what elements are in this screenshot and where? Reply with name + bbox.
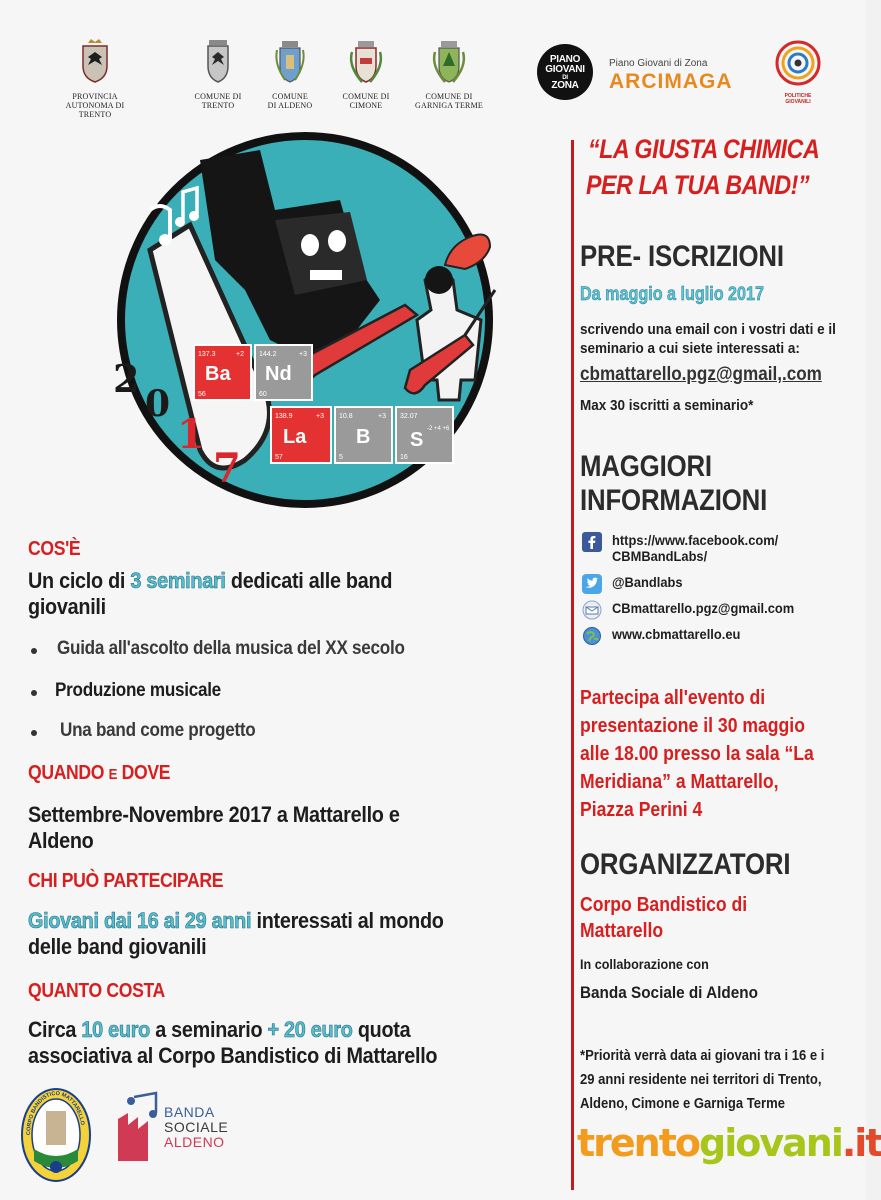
info-line1: MAGGIORI	[580, 450, 712, 483]
slogan-line2: PER LA TUA BAND!”	[586, 170, 810, 200]
quando-part: QUANDO	[28, 762, 109, 784]
event-line: Meridiana” a Mattarello,	[580, 771, 779, 793]
tile-symbol: S	[410, 429, 424, 451]
event-announcement	[580, 684, 814, 824]
tile-symbol: La	[283, 426, 307, 448]
piano-giovani-zona-logo	[537, 44, 593, 100]
element-tile-nd	[255, 345, 312, 400]
trentogiovani-logo	[577, 1121, 881, 1165]
costo-line2: associativa al Corpo Bandistico di Mattarello	[28, 1043, 438, 1068]
event-line: Partecipa all'evento di	[580, 687, 766, 709]
tile-symbol: B	[356, 426, 371, 448]
write-instructions	[580, 320, 836, 358]
bullet-dot	[31, 730, 37, 736]
globe-icon	[582, 626, 602, 646]
year-digit: 1	[177, 411, 205, 458]
collab-partner: Banda Sociale di Aldeno	[580, 983, 758, 1002]
corpo-bandistico-logo	[20, 1087, 92, 1183]
note-line: *Priorità verrà data ai giovani tra i 16 e i	[580, 1048, 825, 1064]
banda-emblem-icon	[112, 1093, 164, 1163]
facebook-url-line1[interactable]: https://www.facebook.com/	[612, 532, 779, 548]
email-row[interactable]	[582, 600, 810, 620]
corpo-arc-text: CORPO BANDISTICO MATTARELLO	[25, 1090, 86, 1136]
quando-part: DOVE	[117, 762, 171, 784]
event-line: presentazione il 30 maggio	[580, 715, 805, 737]
bullet-dot	[31, 690, 37, 696]
chi-highlight: Giovani dai 16 ai 29 anni	[28, 908, 252, 933]
pgz-line: DI	[562, 75, 568, 81]
organizzatori-heading: ORGANIZZATORI	[580, 848, 791, 881]
quando-line1: Settembre-Novembre 2017 a Mattarello e	[28, 802, 400, 827]
costo-highlight-2: + 20 euro	[267, 1017, 353, 1042]
arcimaga-logo-text: ARCIMAGA	[609, 70, 733, 93]
bullet-dot	[31, 648, 37, 654]
logo-comune-cimone	[336, 38, 396, 110]
tile-number: 60	[259, 391, 267, 398]
info-heading	[580, 450, 767, 518]
facebook-row[interactable]	[582, 532, 793, 564]
logo-provincia	[52, 38, 138, 119]
tile-symbol: Ba	[205, 363, 231, 385]
period-text: Da maggio a luglio 2017	[580, 284, 764, 305]
eagle-crest-icon	[80, 38, 110, 88]
provincia-caption: PROVINCIA AUTONOMA DI TRENTO	[65, 92, 125, 119]
year-digit: 0	[145, 383, 171, 425]
costo-post: quota	[352, 1017, 411, 1042]
tile-charge: +2	[236, 351, 244, 358]
banda-line: SOCIALE	[164, 1119, 229, 1135]
aldeno-caption: COMUNE DI ALDENO	[267, 92, 313, 110]
cose-line2: giovanili	[28, 594, 106, 619]
tile-charge: +3	[299, 351, 307, 358]
tile-mass: 144.2	[259, 351, 277, 358]
cose-pre: Un ciclo di	[28, 568, 131, 593]
aldeno-crest-icon	[274, 38, 306, 88]
bullet-item: Una band come progetto	[60, 720, 256, 741]
event-line: Piazza Perini 4	[580, 799, 703, 821]
trento-crest-icon	[203, 38, 233, 88]
chi-line2: delle band giovanili	[28, 934, 207, 959]
banda-line: BANDA	[164, 1104, 215, 1120]
facebook-url-line2[interactable]: CBMBandLabs/	[612, 548, 708, 564]
website-row[interactable]	[582, 626, 752, 646]
logo-comune-garniga	[408, 38, 490, 110]
logo-comune-aldeno	[262, 38, 318, 110]
email-icon	[582, 600, 602, 620]
tile-number: 56	[198, 391, 206, 398]
politiche-caption: POLITICHE GIOVANILI	[784, 93, 812, 105]
tile-number: 16	[400, 454, 408, 461]
cimone-crest-icon	[346, 38, 386, 88]
facebook-icon	[582, 532, 602, 552]
cose-description	[28, 568, 392, 620]
costo-highlight-1: 10 euro	[81, 1017, 150, 1042]
organizer-name	[580, 892, 747, 944]
pgz-line: GIOVANI	[545, 64, 585, 75]
twitter-row[interactable]	[582, 574, 689, 594]
tile-mass: 10.8	[339, 413, 353, 420]
bandlabs-logo	[105, 130, 525, 530]
year-digit: 7	[213, 445, 241, 492]
slogan-line1: “LA GIUSTA CHIMICA	[588, 134, 820, 164]
priority-note	[580, 1044, 824, 1116]
politiche-spiral-icon	[775, 40, 821, 86]
tile-charge: +3	[378, 413, 386, 420]
costo-pre: Circa	[28, 1017, 82, 1042]
quando-line2: Aldeno	[28, 828, 94, 853]
year-digit: 2	[113, 356, 140, 401]
tile-mass: 32.07	[400, 413, 418, 420]
write-line1: scrivendo una email con i vostri dati e il	[580, 321, 836, 338]
banda-line: ALDENO	[164, 1134, 225, 1150]
collab-label: In collaborazione con	[580, 956, 709, 972]
tile-mass: 138.9	[275, 413, 293, 420]
cose-post: dedicati alle band	[225, 568, 393, 593]
trento-caption: COMUNE DI TRENTO	[194, 92, 242, 110]
tile-symbol: Nd	[265, 363, 292, 385]
section-costo-heading: QUANTO COSTA	[28, 980, 165, 1002]
tile-mass: 137.3	[198, 351, 216, 358]
write-line2: seminario a cui siete interessati a:	[580, 340, 800, 357]
note-line: Aldeno, Cimone e Garniga Terme	[580, 1096, 785, 1112]
tg-part: trento	[577, 1121, 700, 1165]
tg-part: giovani	[699, 1121, 842, 1165]
chi-description	[28, 908, 444, 960]
costo-mid: a seminario	[149, 1017, 268, 1042]
section-quando-heading	[28, 762, 170, 785]
element-tile-ba	[194, 345, 251, 400]
max-iscritti: Max 30 iscritti a seminario*	[580, 397, 754, 414]
organizer-line1: Corpo Bandistico di	[580, 894, 748, 916]
pgz-line: PIANO	[549, 54, 581, 65]
element-tile-la	[271, 407, 331, 463]
contact-email[interactable]: CBmattarello.pgz@gmail.com	[612, 600, 795, 616]
organizer-line2: Mattarello	[580, 920, 664, 942]
pgz-line: ZONA	[551, 80, 579, 91]
element-tile-s	[396, 407, 453, 463]
section-cose-heading: COS'È	[28, 538, 81, 560]
cimone-caption: COMUNE DI CIMONE	[342, 92, 390, 110]
garniga-crest-icon	[429, 38, 469, 88]
note-line: 29 anni residente nei territori di Trento,	[580, 1072, 822, 1088]
quando-description	[28, 802, 400, 854]
arci-subtitle: Piano Giovani di Zona	[609, 58, 708, 69]
element-tile-b	[335, 407, 392, 463]
website-url[interactable]: www.cbmattarello.eu	[612, 626, 741, 642]
bullet-item: Guida all'ascolto della musica del XX secolo	[57, 638, 405, 659]
email-link[interactable]: cbmattarello.pgz@gmail,.com	[580, 364, 822, 385]
tile-charge: +3	[316, 413, 324, 420]
tile-charge: -2 +4 +6	[427, 426, 450, 432]
quando-part: E	[108, 766, 118, 783]
bullet-item: Produzione musicale	[55, 680, 221, 701]
info-line2: INFORMAZIONI	[580, 484, 768, 517]
twitter-handle[interactable]: @Bandlabs	[612, 574, 683, 590]
column-divider	[571, 140, 574, 1190]
garniga-caption: COMUNE DI GARNIGA TERME	[414, 92, 483, 110]
politiche-giovanili-logo	[772, 40, 824, 105]
costo-description	[28, 1017, 437, 1069]
preiscrizioni-heading: PRE- ISCRIZIONI	[580, 240, 784, 273]
logo-comune-trento	[186, 38, 250, 110]
chi-post: interessati al mondo	[251, 908, 444, 933]
cose-highlight: 3 seminari	[130, 568, 226, 593]
section-chi-heading: CHI PUÒ PARTECIPARE	[28, 870, 224, 892]
twitter-icon	[582, 574, 602, 594]
tile-number: 57	[275, 454, 283, 461]
banda-sociale-logo	[112, 1093, 232, 1163]
event-line: alle 18.00 presso la sala “La	[580, 743, 814, 765]
tile-number: 5	[339, 454, 343, 461]
tg-part: .it	[841, 1121, 881, 1165]
